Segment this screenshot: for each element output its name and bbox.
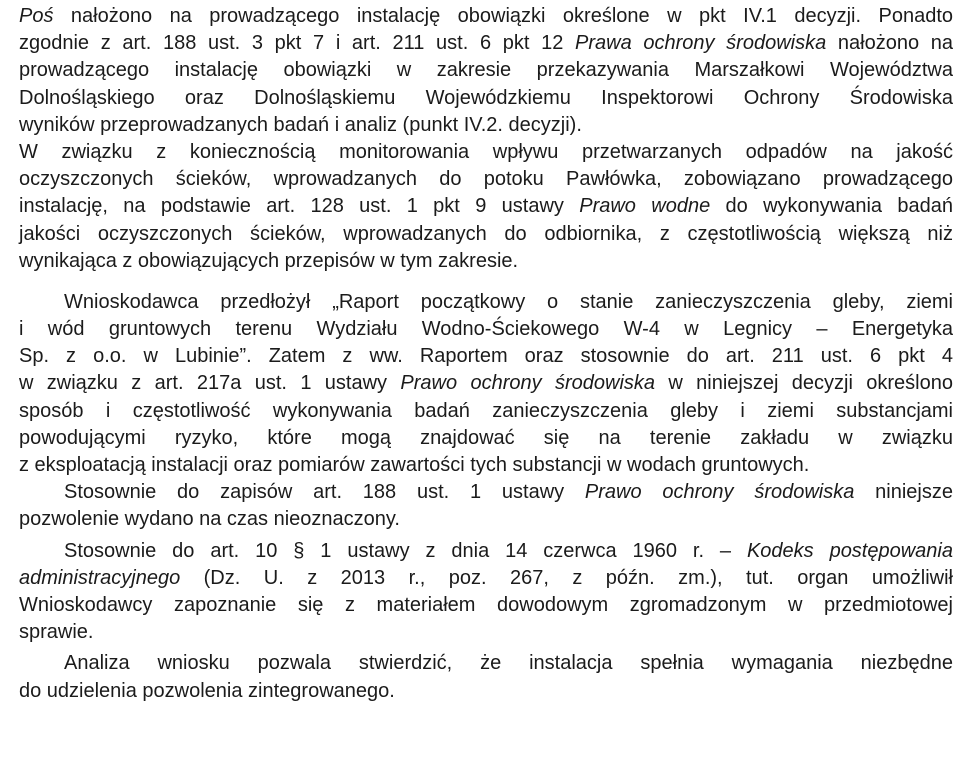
text-line bbox=[19, 166, 953, 193]
text-run: powodującymi ryzyko, które mogą znajdować się na terenie zakładu w związku bbox=[19, 426, 953, 449]
text-run: prowadzącego instalację obowiązki w zakresie przekazywania Marszałkowi Województwa bbox=[19, 59, 953, 82]
text-run: nałożono na prowadzącego instalację obowiązki określone w pkt IV.1 decyzji. Ponadto bbox=[53, 5, 953, 27]
text-line bbox=[19, 592, 953, 619]
text-run: W związku z koniecznością monitorowania wpływu przetwarzanych odpadów na jakość bbox=[19, 140, 953, 163]
text-line bbox=[19, 85, 953, 112]
italic-text: Prawo ochrony środowiska bbox=[584, 481, 855, 504]
text-run: pozwolenie wydano na czas nieoznaczony. bbox=[19, 508, 400, 531]
text-run: w niniejszej decyzji określono bbox=[655, 372, 953, 395]
text-run: Sp. z o.o. w Lubinie”. Zatem z ww. Raportem oraz stosownie do art. 211 ust. 6 pkt 4 bbox=[19, 345, 953, 368]
text-line bbox=[19, 193, 953, 220]
text-run: oczyszczonych ścieków, wprowadzanych do potoku Pawłówka, zobowiązano prowadzącego bbox=[19, 168, 953, 191]
text-line bbox=[19, 398, 953, 425]
italic-text: Prawo ochrony środowiska bbox=[400, 372, 656, 395]
text-run: zgodnie z art. 188 ust. 3 pkt 7 i art. 211 ust. 6 pkt 12 bbox=[19, 32, 575, 55]
text-line bbox=[19, 678, 953, 705]
text-run: do wykonywania badań bbox=[710, 195, 954, 218]
italic-text: Kodeks postępowania bbox=[746, 539, 953, 562]
italic-text: Poś bbox=[19, 5, 54, 27]
text-line bbox=[19, 452, 953, 479]
text-line bbox=[19, 248, 953, 275]
text-run: Dolnośląskiego oraz Dolnośląskiemu Wojewódzkiemu Inspektorowi Ochrony Środowiska bbox=[19, 86, 953, 109]
text-line bbox=[19, 650, 953, 677]
text-run: w związku z art. 217a ust. 1 ustawy bbox=[19, 372, 401, 395]
text-run: z eksploatacją instalacji oraz pomiarów zawartości tych substancji w wodach gruntowych. bbox=[19, 454, 810, 476]
text-run: nałożono na bbox=[826, 32, 953, 55]
text-run: do udzielenia pozwolenia zintegrowanego. bbox=[19, 679, 395, 702]
paragraph-gap bbox=[19, 275, 953, 289]
text-line bbox=[19, 343, 953, 370]
text-run: Wnioskodawcy zapoznanie się z materiałem dowodowym zgromadzonym w przedmiotowej bbox=[19, 593, 953, 616]
text-line bbox=[19, 479, 953, 506]
text-run: sposób i częstotliwość wykonywania badań zanieczyszczenia gleby i ziemi substancjami bbox=[19, 399, 953, 422]
text-run: i wód gruntowych terenu Wydziału Wodno-Ściekowego W-4 w Legnicy – Energetyka bbox=[19, 318, 953, 341]
text-line bbox=[19, 57, 953, 84]
text-run: (Dz. U. z 2013 r., poz. 267, z późn. zm.), tut. organ umożliwił bbox=[180, 566, 953, 589]
text-line bbox=[19, 289, 953, 316]
text-run: Analiza wniosku pozwala stwierdzić, że instalacja spełnia wymagania niezbędne bbox=[64, 652, 953, 675]
text-line bbox=[19, 316, 953, 343]
text-run: Stosownie do art. 10 § 1 ustawy z dnia 14 czerwca 1960 r. – bbox=[64, 539, 747, 562]
text-line bbox=[19, 619, 953, 646]
italic-text: Prawo wodne bbox=[579, 195, 711, 218]
text-run: Wnioskodawca przedłożył „Raport początkowy o stanie zanieczyszczenia gleby, ziemi bbox=[64, 290, 953, 313]
text-line bbox=[19, 30, 953, 57]
text-line bbox=[19, 506, 953, 533]
text-line bbox=[19, 425, 953, 452]
text-line bbox=[19, 565, 953, 592]
text-run: wynikająca z obowiązujących przepisów w tym zakresie. bbox=[19, 249, 519, 272]
italic-text: Prawa ochrony środowiska bbox=[575, 32, 827, 55]
text-line bbox=[19, 3, 953, 30]
text-run: niniejsze bbox=[854, 481, 953, 504]
text-line bbox=[19, 139, 953, 166]
text-run: instalację, na podstawie art. 128 ust. 1 pkt 9 ustawy bbox=[19, 195, 580, 218]
italic-text: administracyjnego bbox=[19, 566, 181, 589]
document-body bbox=[19, 3, 953, 705]
text-line bbox=[19, 370, 953, 397]
text-run: sprawie. bbox=[19, 621, 94, 644]
text-run: wyników przeprowadzanych badań i analiz (punkt IV.2. decyzji). bbox=[19, 113, 582, 136]
text-line bbox=[19, 221, 953, 248]
text-line bbox=[19, 538, 953, 565]
text-run: jakości oczyszczonych ścieków, wprowadzanych do odbiornika, z częstotliwością większą niż bbox=[19, 222, 953, 245]
text-run: Stosownie do zapisów art. 188 ust. 1 ustawy bbox=[64, 481, 585, 504]
text-line bbox=[19, 112, 953, 139]
